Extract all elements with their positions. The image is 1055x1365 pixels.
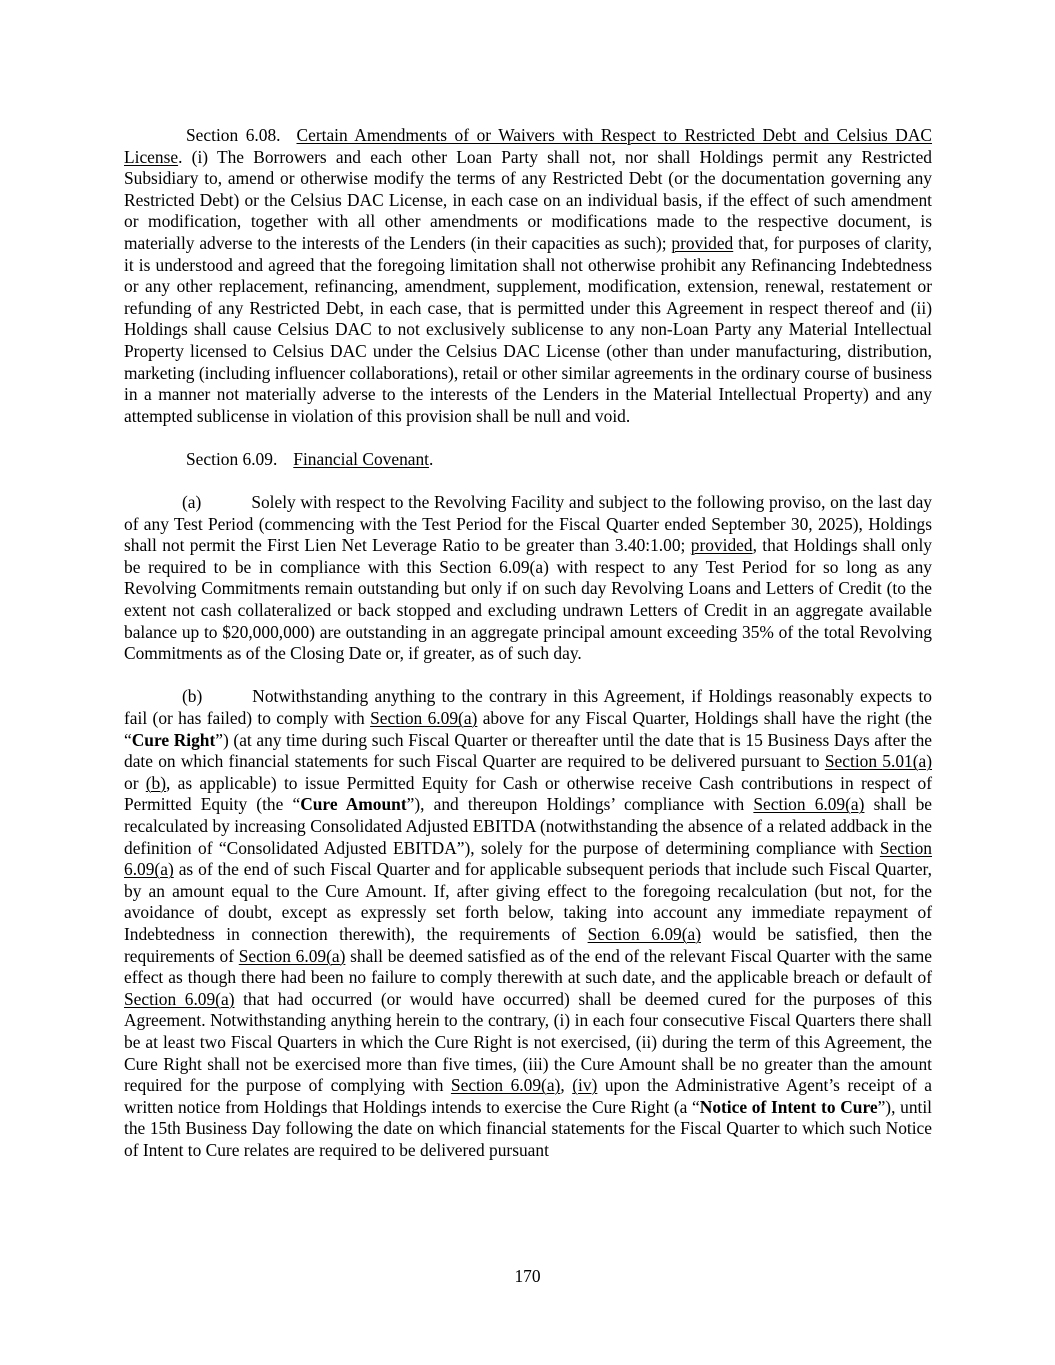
clause-b-text: shall be recalculated by increasing Consolidated Adjusted EBITDA (notwithstanding the absence of a related addback in the definition of “Consolidated Adjusted EBITDA”), solely for the purpose of determining compliance with [124,794,932,858]
clause-b-text: shall be deemed satisfied as of the end of the relevant Fiscal Quarter with the same effect as though there had been no failure to comply therewith at such date, and the applicable breach or default of [124,945,933,988]
clause-b-text: ”) (at any time during such Fiscal Quarter or thereafter until the date that is 15 Business Days after the date on which financial statements for such Fiscal Quarter are required to be delivered pursuant to [124,729,932,772]
section-reference: Section 6.09(a) [124,837,932,880]
clause-b-text: , [560,1075,573,1096]
clause-a-text-1: Solely with respect to the Revolving Facility and subject to the following proviso, on the last day of any Test Period (commencing with the Test Period for the Fiscal Quarter ended September 30, 2025), Holdings shall not permit the First Lien Net Leverage Ratio to be greater than 3.40:1.00; [124,492,932,556]
section-reference: Section 6.09(a) [587,923,702,944]
clause-reference-iv: (iv) [572,1075,598,1096]
defined-term-notice-of-intent: Notice of Intent to Cure [699,1096,878,1117]
clause-b-text: upon the Administrative Agent’s receipt of a written notice from Holdings that Holdings intends to exercise the Cure Right (a “ [124,1075,932,1117]
clause-b-text: or [124,772,146,793]
document-page [124,125,932,1162]
clause-a-paragraph [124,492,932,665]
section-reference: Section 6.09(a) [124,988,235,1009]
section-6-08-title: Certain Amendments of or Waivers with Respect to Restricted Debt and Celsius DAC License [124,125,933,167]
defined-term-cure-amount: Cure Amount [300,794,407,815]
clause-b-text: above for any Fiscal Quarter, Holdings shall have the right (the “ [124,708,932,750]
clause-b-text: that had occurred (or would have occurred) shall be deemed cured for the purposes of this Agreement. Notwithstanding anything herein to the contrary, (i) in each four consecutive Fiscal Quarters there shall be at least two Fiscal Quarters in which the Cure Right is not exercised, (ii) during the term of this Agreement, the Cure Right shall not be exercised more than five times, (iii) the Cure Amount shall be no greater than the amount required for the purpose of complying with [124,988,932,1096]
section-6-09-title: Financial Covenant [293,448,430,469]
section-reference: Section 6.09(a) [450,1075,561,1096]
section-reference: Section 6.09(a) [753,794,865,815]
clause-b-text: as of the end of such Fiscal Quarter and for applicable subsequent periods that include such Fiscal Quarter, by an amount equal to the Cure Amount. If, after giving effect to the foregoing recalculation (but not, for the avoidance of doubt, except as expressly set forth below, taking into account any immediate repayment of Indebtedness in connection therewith), the requirements of [124,859,932,944]
clause-b-text: ”), until the 15th Business Day following the date on which financial statements for the Fiscal Quarter to which such Notice of Intent to Cure relates are required to be delivered pursuant [124,1096,933,1160]
section-6-08-text-1: . (i) The Borrowers and each other Loan Party shall not, nor shall Holdings permit any Restricted Subsidiary to, amend or otherwise modify the terms of any Restricted Debt (or the documentation governing any Restricted Debt) or the Celsius DAC License, in each case on an individual basis, if the effect of such amendment or modification, together with all other amendments or modifications made to the respective document, is materially adverse to the interests of the Lenders (in their capacities as such); [124,146,932,253]
section-6-09-label: Section 6.09. [186,448,278,469]
clause-a-text-2: , that Holdings shall only be required to be in compliance with this Section 6.09(a) with respect to any Test Period for so long as any Revolving Commitments remain outstanding but only if on such day Revolving Loans and Letters of Credit (to the extent not cash collateralized or back stopped and excluding undrawn Letters of Credit in an aggregate available balance up to $20,000,000) are outstanding in an aggregate principal amount exceeding 35% of the total Revolving Commitments as of the Closing Date or, if greater, as of such day. [124,535,933,664]
section-6-08-label: Section 6.08. [186,125,281,145]
section-6-08-paragraph [124,125,932,427]
clause-b-paragraph [124,686,932,1161]
page-number: 170 [514,1266,541,1286]
section-reference: Section 6.09(a) [238,945,346,966]
clause-b-text: ”), and thereupon Holdings’ compliance with [406,794,754,815]
section-reference: Section 5.01(a) [824,751,933,772]
section-6-08-provided: provided [671,232,734,253]
section-6-08-text-2: that, for purposes of clarity, it is understood and agreed that the foregoing limitation shall not otherwise prohibit any Refinancing Indebtedness or any other replacement, refinancing, amendment, supplement, modification, extension, renewal, restatement or refunding of any Restricted Debt, in each case, that is permitted under this Agreement in respect thereof and (ii) Holdings shall cause Celsius DAC to not exclusively sublicense to any non-Loan Party any Material Intellectual Property licensed to Celsius DAC under the Celsius DAC License (other than under manufacturing, distribution, marketing (including influencer collaborations), retail or other similar agreements in the ordinary course of business in a manner not materially adverse to the interests of the Lenders in the Material Intellectual Property) and any attempted sublicense in violation of this provision shall be null and void. [124,232,932,426]
clause-a-provided: provided [690,535,753,556]
clause-b-text: Notwithstanding anything to the contrary in this Agreement, if Holdings reasonably expects to fail (or has failed) to comply with [124,686,932,729]
section-reference: Section 6.09(a) [370,708,478,729]
defined-term-cure-right: Cure Right [131,729,216,750]
section-6-09-period: . [429,448,434,469]
section-reference: (b) [145,772,167,793]
clause-b-label: (b) [182,686,203,707]
clause-a-label: (a) [182,492,202,513]
clause-b-text: , as applicable) to issue Permitted Equity for Cash or otherwise receive Cash contributions in respect of Permitted Equity (the “ [124,772,932,815]
section-6-09-heading [124,449,932,471]
clause-b-text: would be satisfied, then the requirements of [124,923,932,966]
